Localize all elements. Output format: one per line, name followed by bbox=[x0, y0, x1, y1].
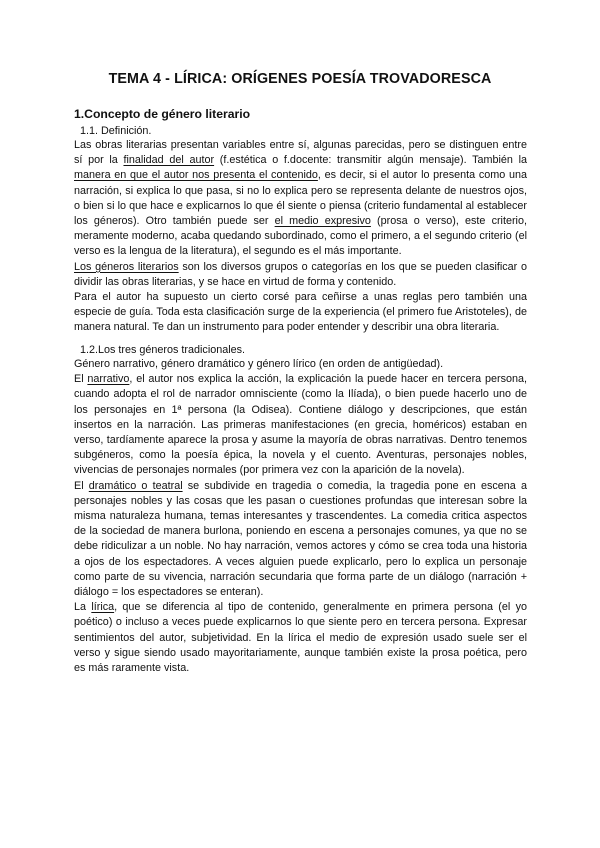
underlined-term: lírica bbox=[91, 601, 115, 614]
underlined-term: finalidad del autor bbox=[123, 154, 215, 167]
subheading-tres-generos: 1.2.Los tres géneros tradicionales. bbox=[80, 344, 246, 356]
paragraph-autor-corse: Para el autor ha supuesto un cierto corsé para ceñirse a unas reglas pero también una especie de guía. Toda esta clasificación surge de la experiencia (el primero fue Aristoteles), de manera natural. Te dan un instrumento para poder entender y describir una obra literaria. bbox=[74, 291, 527, 334]
underlined-term: manera en que el autor nos presenta el contenido bbox=[74, 169, 318, 182]
document-title: TEMA 4 - LÍRICA: ORÍGENES POESÍA TROVADORESCA bbox=[108, 71, 492, 87]
underlined-term: dramático o teatral bbox=[88, 479, 183, 492]
section-heading-concepto: 1.Concepto de género literario bbox=[74, 107, 251, 121]
paragraph-obras-literarias: Las obras literarias presentan variables entre sí, algunas parecidas, pero se distinguen entre sí por la finalidad del autor (f.estética o f.docente: transmitir algún mensaje). También la manera en que el autor nos presenta el contenido, es decir, si el autor lo presenta como una narración, si explica lo que pasa, si no lo explica pero se representa delante de nuestros ojos, o bien si lo que hace e explicarnos lo que él siente o piensa (criterio fundamental al establecer los géneros). Otro también puede ser el medio expresivo (prosa o verso), este criterio, meramente moderno, acaba quedando subordinado, como el primero, a el segundo criterio (el verso es la lengua de la literatura), el segundo es el más importante. bbox=[74, 139, 527, 258]
paragraph-lirica: La lírica, que se diferencia al tipo de contenido, generalmente en primera persona (el yo poético) o incluso a veces puede explicarnos lo que siente pero en tercera persona. Expresar sentimientos del autor, subjetividad. En la lírica el medio de expresión usado suele ser el verso y sigue siendo usado mayoritariamente, aunque también existe la prosa poética, pero es más raramente vista. bbox=[74, 601, 527, 675]
underlined-term: narrativo bbox=[87, 373, 130, 386]
paragraph-generos-literarios: Los géneros literarios son los diversos grupos o categorías en los que se pueden clasificar o dividir las obras literarias, y se hace en virtud de forma y contenido. bbox=[74, 260, 527, 288]
paragraph-intro-generos: Género narrativo, género dramático y género lírico (en orden de antigüedad). bbox=[74, 358, 444, 370]
paragraph-dramatico: El dramático o teatral se subdivide en tragedia o comedia, la tragedia pone en escena a personajes nobles y las cosas que les pasan o cuestiones profundas que interesan sobre la misma naturaleza humana, temas interesantes y trascendentes. La comedia critica aspectos de la sociedad de manera burlona, poniendo en escena a personajes comunes, ya que no se debe ridiculizar a un noble. No hay narración, vemos actores y cómo se crea toda una historia a ojos de los espectadores. A veces alguien puede explicarlo, pero lo explica un personaje como parte de su vivencia, narración secundaria que forma parte de un diálogo (narración + diálogo = los espectadores se enteran). bbox=[74, 479, 527, 599]
section1-body bbox=[74, 138, 527, 336]
paragraph-narrativo: El narrativo, el autor nos explica la acción, la explicación la puede hacer en tercera persona, cuando adopta el rol de narrador omnisciente (como la Ilíada), o bien puede hacerlo uno de los personajes en 1ª persona (la Odisea). Contiene diálogo y descripciones, que están insertos en la narración. Las primeras manifestaciones (en grecia, homéricos) estaban en verso, tardíamente aparece la prosa y asume la mayoría de obras narrativas. Dentro tenemos subgéneros, como la poesía épica, la novela y el cuento. Aventuras, personajes nobles, vivencias de personajes normales (por primera vez con la aparición de la novela). bbox=[74, 373, 527, 477]
underlined-term: Los géneros literarios bbox=[74, 260, 179, 273]
subheading-definicion: 1.1. Definición. bbox=[80, 125, 152, 137]
underlined-term: el medio expresivo bbox=[274, 215, 371, 228]
section2-body bbox=[74, 357, 527, 676]
